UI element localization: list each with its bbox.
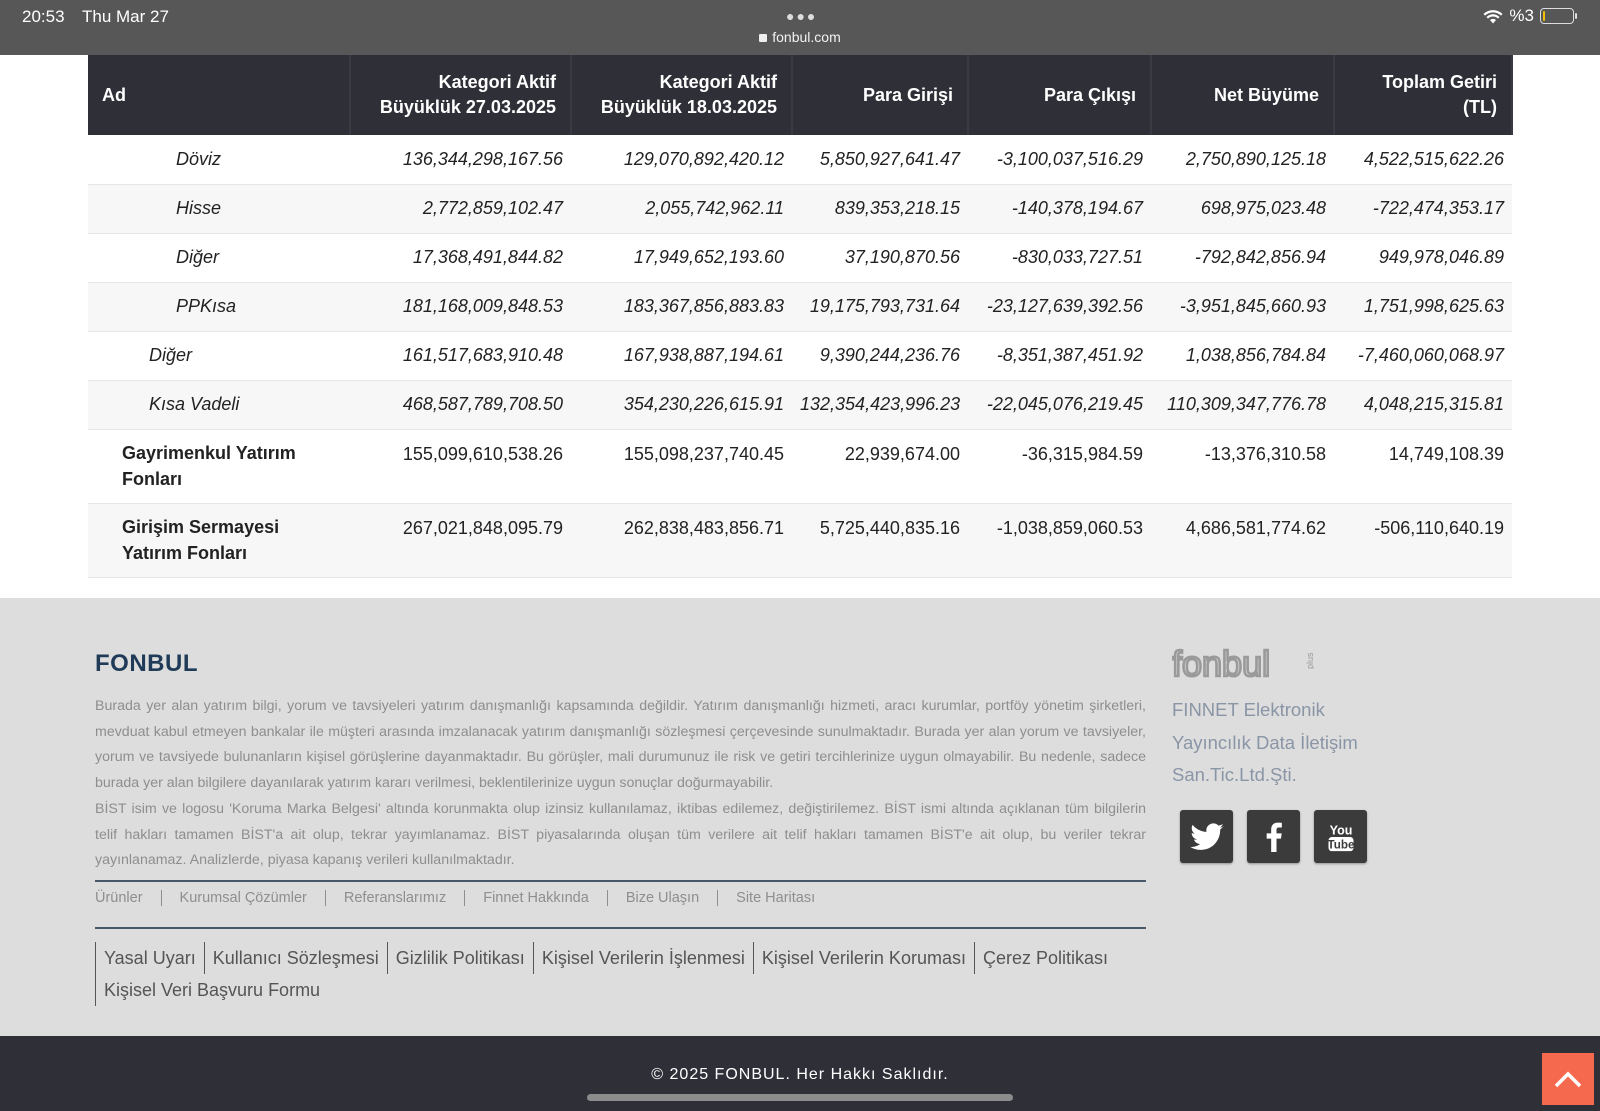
disclaimer-paragraph-1: Burada yer alan yatırım bilgi, yorum ve tavsiyeleri yatırım danışmanlığı kapsamında değildir. Yatırım danışmanlığı hizmeti, aracı kurumlar, portföy yönetim şirketleri, mevduat kabul etmeyen bankalar ile müşteri arasında imzalanacak yatırım danışmanlığı sözleşmesi çerçevesinde sunulmaktadır. Burada yer alan yorum ve tavsiyeler, yorum ve tavsiyede bulunanların kişisel görüşlerine dayanmaktadır. Bu görüşler, mali durumunuz ile risk ve getiri tercihlerinize uygun olmayabilir. Bu nedenle, sadece burada yer alan bilgilere dayanılarak yatırım kararı verilmesi, beklentilerinize uygun sonuçlar doğurmayabilir. (95, 698, 1146, 792)
status-time: 20:53 (22, 7, 65, 26)
company-line: Yayıncılık Data İletişim (1172, 731, 1358, 753)
row-name: PPKısa (88, 282, 350, 331)
column-header[interactable]: Ad (88, 55, 350, 135)
disclaimer (95, 694, 1146, 874)
status-bar (0, 0, 1600, 55)
svg-text:fonbul: fonbul (1172, 646, 1271, 682)
cell-value: 161,517,683,910.48 (350, 331, 571, 380)
company-line: FINNET Elektronik (1172, 699, 1325, 720)
legal-link[interactable]: Kullanıcı Sözleşmesi (204, 942, 387, 974)
row-name: Diğer (88, 331, 350, 380)
footer-brand: FONBUL (95, 650, 198, 677)
cell-value: -722,474,353.17 (1334, 184, 1512, 233)
svg-text:You: You (1329, 823, 1352, 837)
table-row[interactable] (88, 135, 1512, 184)
cell-value: 839,353,218.15 (792, 184, 968, 233)
table-row[interactable] (88, 429, 1512, 503)
cell-value: 4,048,215,315.81 (1334, 380, 1512, 429)
footer-link[interactable]: Bize Ulaşın (607, 890, 717, 906)
cell-value: -3,100,037,516.29 (968, 135, 1151, 184)
cell-value: 17,949,652,193.60 (571, 233, 792, 282)
cell-value: 155,099,610,538.26 (350, 429, 571, 503)
cell-value: -8,351,387,451.92 (968, 331, 1151, 380)
cell-value: -13,376,310.58 (1151, 429, 1334, 503)
cell-value: 129,070,892,420.12 (571, 135, 792, 184)
divider (95, 927, 1146, 929)
cell-value: 949,978,046.89 (1334, 233, 1512, 282)
legal-link[interactable]: Kişisel Verilerin Koruması (753, 942, 974, 974)
company-line: San.Tic.Ltd.Şti. (1172, 764, 1297, 785)
cell-value: 2,055,742,962.11 (571, 184, 792, 233)
cell-value: -22,045,076,219.45 (968, 380, 1151, 429)
cell-value: -140,378,194.67 (968, 184, 1151, 233)
fund-category-table (88, 55, 1512, 578)
table-row[interactable] (88, 184, 1512, 233)
cell-value: 37,190,870.56 (792, 233, 968, 282)
cell-value: 1,038,856,784.84 (1151, 331, 1334, 380)
cell-value: 5,850,927,641.47 (792, 135, 968, 184)
svg-text:Tube: Tube (1327, 837, 1354, 851)
column-header[interactable]: Toplam Getiri (TL) (1334, 55, 1512, 135)
table-row[interactable] (88, 503, 1512, 577)
row-name: Hisse (88, 184, 350, 233)
youtube-icon[interactable] (1314, 810, 1367, 863)
twitter-icon[interactable] (1180, 810, 1233, 863)
facebook-icon[interactable] (1247, 810, 1300, 863)
cell-value: 262,838,483,856.71 (571, 503, 792, 577)
cell-value: 267,021,848,095.79 (350, 503, 571, 577)
cell-value: -1,038,859,060.53 (968, 503, 1151, 577)
cell-value: 155,098,237,740.45 (571, 429, 792, 503)
cell-value: 136,344,298,167.56 (350, 135, 571, 184)
cell-value: 4,686,581,774.62 (1151, 503, 1334, 577)
wifi-icon (1483, 9, 1503, 23)
cell-value: 698,975,023.48 (1151, 184, 1334, 233)
legal-link[interactable]: Gizlilik Politikası (387, 942, 533, 974)
cell-value: 5,725,440,835.16 (792, 503, 968, 577)
cell-value: 17,368,491,844.82 (350, 233, 571, 282)
battery-percent: %3 (1509, 6, 1534, 25)
legal-link[interactable]: Kişisel Veri Başvuru Formu (95, 974, 328, 1006)
cell-value: 167,938,887,194.61 (571, 331, 792, 380)
cell-value: 354,230,226,615.91 (571, 380, 792, 429)
cell-value: 468,587,789,708.50 (350, 380, 571, 429)
cell-value: -506,110,640.19 (1334, 503, 1512, 577)
row-name: Diğer (88, 233, 350, 282)
cell-value: 2,750,890,125.18 (1151, 135, 1334, 184)
column-header[interactable]: Kategori Aktif Büyüklük 27.03.2025 (350, 55, 571, 135)
battery-icon (1540, 8, 1574, 24)
lock-icon (759, 34, 767, 42)
cell-value: -23,127,639,392.56 (968, 282, 1151, 331)
footer-link[interactable]: Kurumsal Çözümler (161, 890, 325, 906)
divider (95, 880, 1146, 882)
cell-value: -36,315,984.59 (968, 429, 1151, 503)
cell-value: -7,460,060,068.97 (1334, 331, 1512, 380)
footer-link[interactable]: Finnet Hakkında (464, 890, 607, 906)
scroll-to-top-button[interactable] (1542, 1053, 1594, 1105)
url-text: fonbul.com (772, 29, 841, 45)
column-header[interactable]: Net Büyüme (1151, 55, 1334, 135)
legal-link[interactable]: Kişisel Verilerin İşlenmesi (533, 942, 753, 974)
column-header[interactable]: Para Çıkışı (968, 55, 1151, 135)
table-row[interactable] (88, 233, 1512, 282)
disclaimer-paragraph-2: BİST isim ve logosu 'Koruma Marka Belgesi' altında korunmakta olup izinsiz kullanılamaz, iktibas edilemez, değiştirilemez. BİST ismi altında açıklanan tüm bilgilerin telif hakları tamamen BİST'a ait olup, tekrar yayımlanamaz. BİST piyasalarında oluşan tüm verilere ait telif hakları tamamen BİST'e ait olup, bu veriler tekrar yayınlanamaz. Analizlerde, piyasa kapanış verileri kullanılmaktadır. (95, 800, 1146, 869)
svg-text:plus: plus (1305, 652, 1314, 669)
cell-value: 1,751,998,625.63 (1334, 282, 1512, 331)
status-date: Thu Mar 27 (82, 7, 169, 26)
cell-value: 4,522,515,622.26 (1334, 135, 1512, 184)
table-row[interactable] (88, 331, 1512, 380)
status-indicators (1483, 6, 1574, 26)
copyright-text: © 2025 FONBUL. Her Hakkı Saklıdır. (651, 1066, 949, 1083)
legal-nav (95, 942, 1146, 1006)
cell-value: 110,309,347,776.78 (1151, 380, 1334, 429)
cell-value: 183,367,856,883.83 (571, 282, 792, 331)
row-name: Gayrimenkul Yatırım Fonları (88, 429, 350, 503)
footer-nav (95, 890, 833, 906)
column-header[interactable]: Para Girişi (792, 55, 968, 135)
company-info (1172, 694, 1358, 792)
row-name: Kısa Vadeli (88, 380, 350, 429)
row-name: Döviz (88, 135, 350, 184)
cell-value: -792,842,856.94 (1151, 233, 1334, 282)
footer (0, 598, 1600, 1036)
tab-menu-dots-icon[interactable]: ●●● (786, 8, 818, 24)
cell-value: -3,951,845,660.93 (1151, 282, 1334, 331)
table-row[interactable] (88, 380, 1512, 429)
column-header[interactable]: Kategori Aktif Büyüklük 18.03.2025 (571, 55, 792, 135)
cell-value: 132,354,423,996.23 (792, 380, 968, 429)
footer-link[interactable]: Referanslarımız (325, 890, 464, 906)
cell-value: 22,939,674.00 (792, 429, 968, 503)
copyright-bar (0, 1036, 1600, 1111)
social-links (1180, 810, 1367, 863)
cell-value: -830,033,727.51 (968, 233, 1151, 282)
legal-link[interactable]: Çerez Politikası (974, 942, 1116, 974)
address-bar[interactable] (0, 29, 1600, 45)
home-indicator[interactable] (587, 1094, 1013, 1101)
row-name: Girişim Sermayesi Yatırım Fonları (88, 503, 350, 577)
chevron-up-icon (1554, 1070, 1582, 1088)
table-header-row (88, 55, 1512, 135)
cell-value: 19,175,793,731.64 (792, 282, 968, 331)
fonbul-logo[interactable] (1172, 646, 1314, 682)
cell-value: 9,390,244,236.76 (792, 331, 968, 380)
cell-value: 181,168,009,848.53 (350, 282, 571, 331)
legal-link[interactable]: Yasal Uyarı (95, 942, 204, 974)
cell-value: 14,749,108.39 (1334, 429, 1512, 503)
table-row[interactable] (88, 282, 1512, 331)
cell-value: 2,772,859,102.47 (350, 184, 571, 233)
footer-link[interactable]: Site Haritası (717, 890, 833, 906)
footer-link[interactable]: Ürünler (95, 890, 143, 906)
